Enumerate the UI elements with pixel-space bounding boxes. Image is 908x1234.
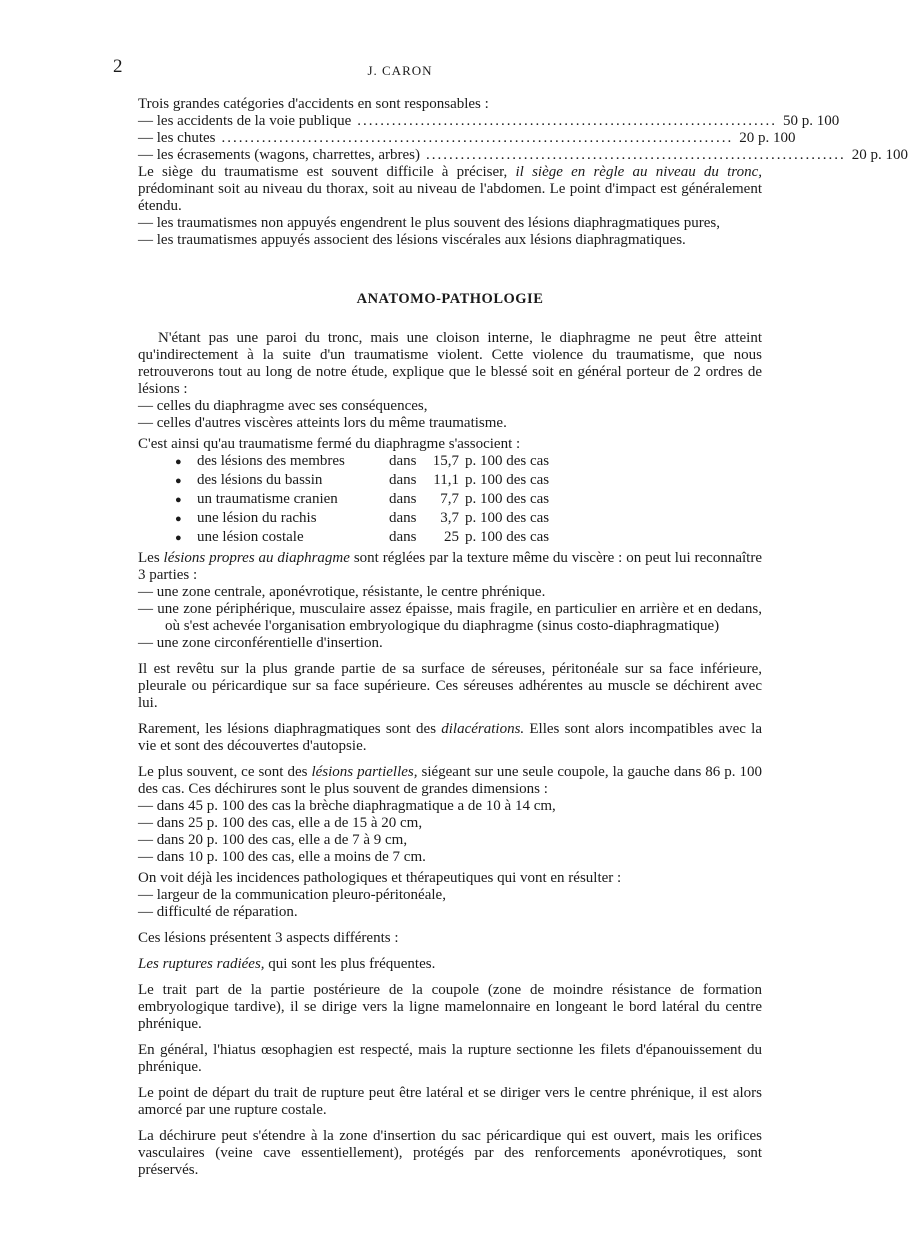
paragraph: En général, l'hiatus œsophagien est respecté, mais la rupture sectionne les filets d'épanouissement du phrénique. [138,1042,762,1075]
stat-row: — les écrasements (wagons, charrettes, arbres) ......................................................................... 20 p. 100 [138,147,908,163]
paragraph: Le trait part de la partie postérieure de la coupole (zone de moindre résistance de formation embryologique tardive), il se dirige vers la ligne mamelonnaire en longeant le bord latéral du centre phrénique. [138,982,762,1032]
bullet-icon: ● [175,513,182,525]
page-number: 2 [113,56,123,77]
list-item: — une zone périphérique, musculaire assez épaisse, mais fragile, en particulier en arrière et en dedans, où s'est achevée l'organisation embryologique du diaphragme (sinus costo-diaphragmatique) [138,601,762,634]
paragraph: Rarement, les lésions diaphragmatiques sont des dilacérations. Elles sont alors incompatibles avec la vie et sont des découvertes d'autopsie. [138,721,762,754]
paragraph: Les ruptures radiées, qui sont les plus fréquentes. [138,956,436,972]
stat-row: — les accidents de la voie publique ......................................................................... 50 p. 100 [138,113,840,129]
paragraph: Les lésions propres au diaphragme sont réglées par la texture même du viscère : on peut lui reconnaître 3 parties : [138,550,762,583]
paragraph: C'est ainsi qu'au traumatisme fermé du diaphragme s'associent : [138,436,521,452]
list-item: — une zone centrale, aponévrotique, résistante, le centre phrénique. [138,584,546,600]
section-heading: ANATOMO-PATHOLOGIE [356,291,544,307]
list-item: — dans 25 p. 100 des cas, elle a de 15 à 20 cm, [138,815,423,831]
bullet-icon: ● [175,475,182,487]
bullet-icon: ● [175,532,182,544]
leader-dots: ......................................................................................... [221,130,734,146]
paragraph: N'étant pas une paroi du tronc, mais une cloison interne, le diaphragme ne peut être atteint qu'indirectement à la suite d'un traumatisme violent. Cette violence du traumatisme, que nous retrouverons tout au long de notre étude, explique que le blessé soit en général porteur de 2 ordres de lésions : [138,330,762,397]
body-text [138,96,908,1179]
page-header [0,58,800,80]
table-row: ● des lésions des membres dans 15,7 p. 100 des cas [175,453,563,472]
table-row: ● une lésion costale dans 25 p. 100 des cas [175,529,563,548]
bullet-icon: ● [175,494,182,506]
running-head: J. CARON [367,63,433,78]
list-item: — les traumatismes non appuyés engendrent le plus souvent des lésions diaphragmatiques pures, [138,215,720,231]
associated-lesions-table [175,453,563,548]
list-item: — dans 20 p. 100 des cas, elle a de 7 à 9 cm, [138,832,408,848]
table-row: ● un traumatisme cranien dans 7,7 p. 100 des cas [175,491,563,510]
paragraph: On voit déjà les incidences pathologiques et thérapeutiques qui vont en résulter : [138,870,622,886]
table-row: ● des lésions du bassin dans 11,1 p. 100 des cas [175,472,563,491]
list-item: — largeur de la communication pleuro-péritonéale, [138,887,446,903]
leader-dots: ......................................................................... [425,147,846,163]
list-item: — celles du diaphragme avec ses conséquences, [138,398,428,414]
bullet-icon: ● [175,456,182,468]
paragraph: Le point de départ du trait de rupture peut être latéral et se diriger vers le centre phrénique, il est alors amorcé par une rupture costale. [138,1085,762,1118]
paragraph: Ces lésions présentent 3 aspects différents : [138,930,399,946]
table-row: ● une lésion du rachis dans 3,7 p. 100 des cas [175,510,563,529]
paragraph: La déchirure peut s'étendre à la zone d'insertion du sac péricardique qui est ouvert, mais les orifices vasculaires (veine cave essentiellement), protégés par des renforcements aponévrotiques, sont préservés. [138,1128,762,1178]
paragraph: Le plus souvent, ce sont des lésions partielles, siégeant sur une seule coupole, la gauche dans 86 p. 100 des cas. Ces déchirures sont le plus souvent de grandes dimensions : [138,764,763,797]
list-item: — difficulté de réparation. [138,904,298,920]
paragraph: Il est revêtu sur la plus grande partie de sa surface de séreuses, péritonéale sur sa face inférieure, pleurale ou péricardique sur sa face supérieure. Ces séreuses adhérentes au muscle se déchirent avec lui. [138,661,762,711]
list-item: — une zone circonférentielle d'insertion. [138,635,383,651]
leader-dots: ......................................................................... [357,113,778,129]
list-item: — dans 45 p. 100 des cas la brèche diaphragmatique a de 10 à 14 cm, [138,798,556,814]
list-item: — dans 10 p. 100 des cas, elle a moins de 7 cm. [138,849,426,865]
siege-paragraph: Le siège du traumatisme est souvent difficile à préciser, il siège en règle au niveau du tronc, prédominant soit au niveau du thorax, soit au niveau de l'abdomen. Le point d'impact est généralement étendu. [138,164,762,214]
list-item: — les traumatismes appuyés associent des lésions viscérales aux lésions diaphragmatiques. [138,232,686,248]
intro-lead: Trois grandes catégories d'accidents en sont responsables : [138,96,489,112]
list-item: — celles d'autres viscères atteints lors du même traumatisme. [138,415,507,431]
stat-row: — les chutes ......................................................................................... 20 p. 100 [138,130,796,146]
